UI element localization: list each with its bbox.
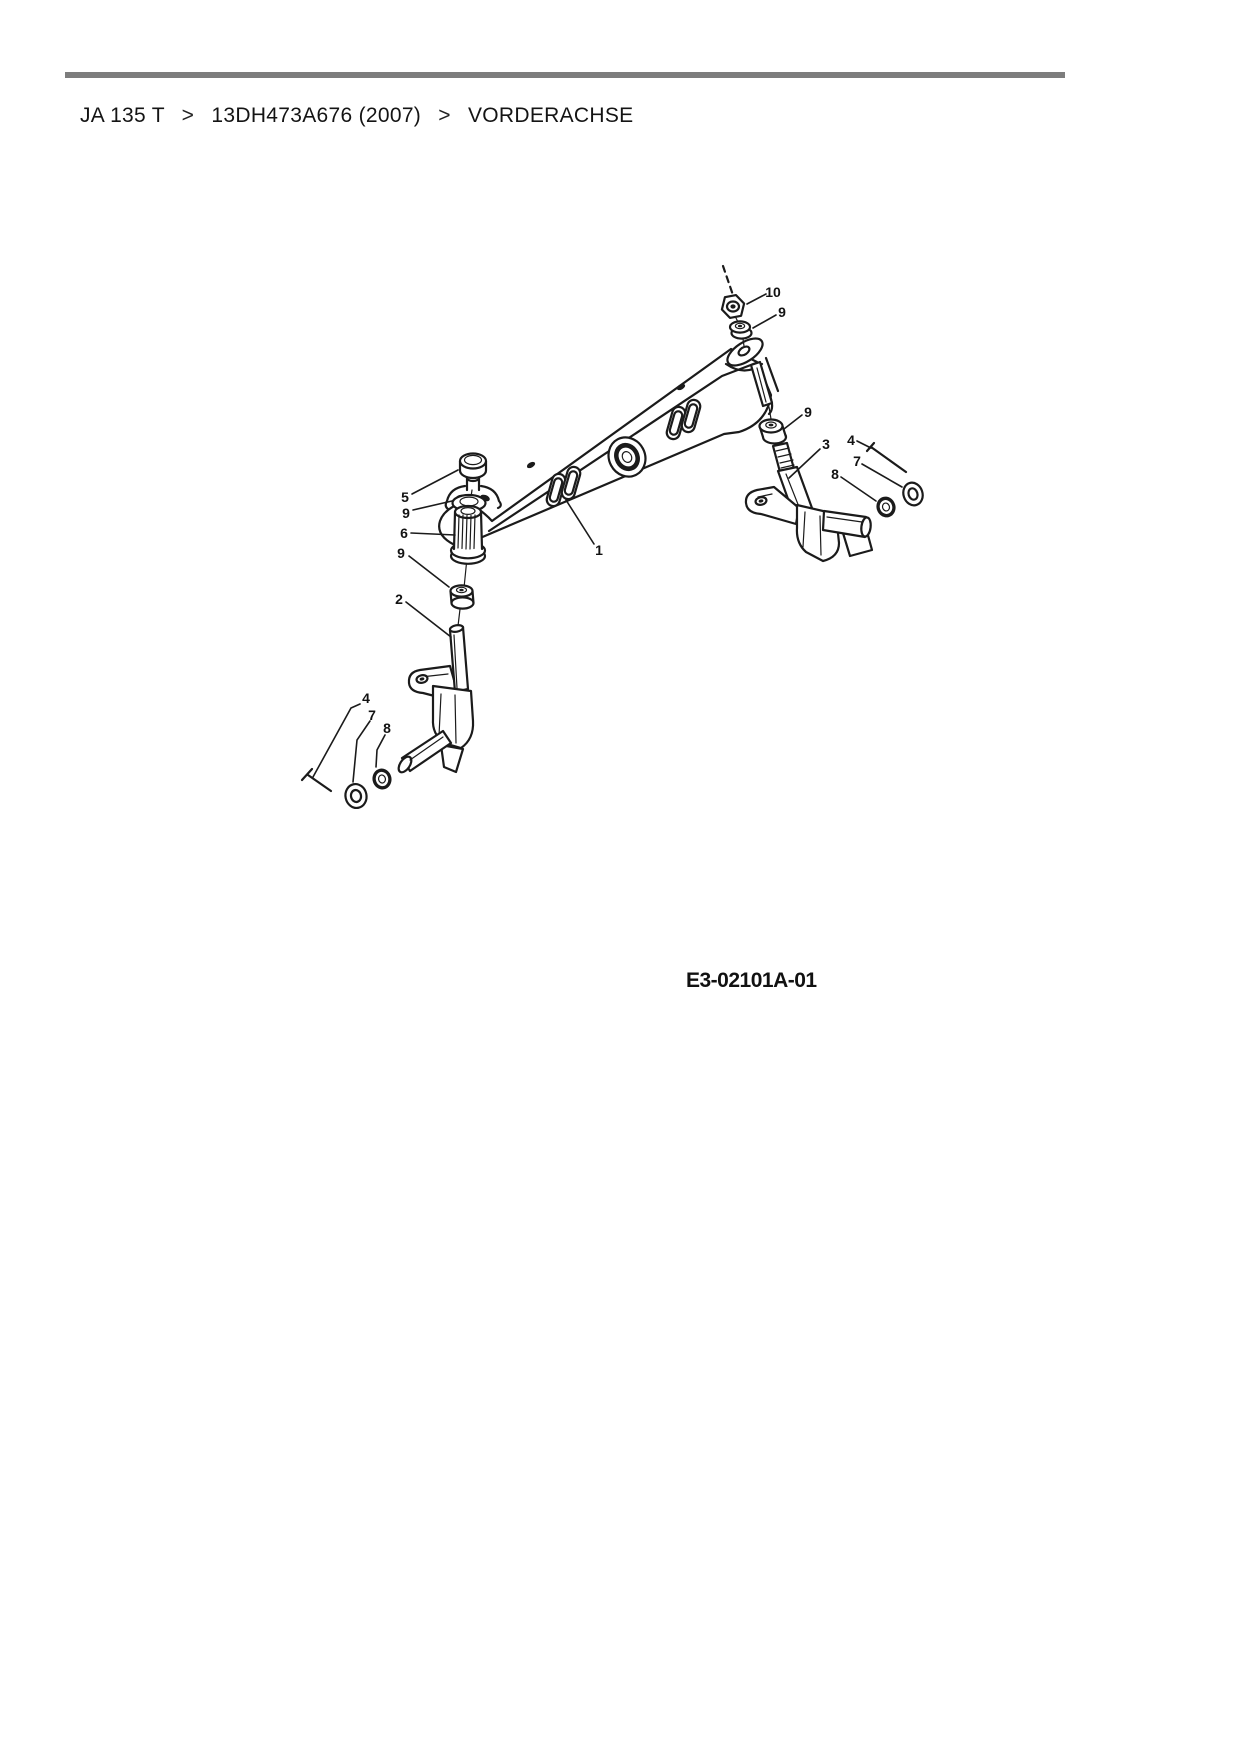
leader-2 (406, 602, 451, 637)
leader-9-left-mid (409, 556, 449, 587)
callout-4: 4 (847, 432, 855, 448)
dust-cap-part5 (460, 454, 486, 491)
hex-nut-part10 (722, 295, 744, 318)
cotter-pin-right-part4 (867, 443, 906, 472)
lock-washer-left-part8 (371, 767, 394, 791)
spacer-bottom (452, 597, 474, 608)
leader-4-right (857, 441, 871, 448)
callout-7: 7 (853, 453, 861, 469)
breadcrumb-separator: > (438, 104, 451, 127)
leader-7-left (353, 721, 370, 782)
spacer-washer-part9-left (451, 585, 474, 608)
axle-beam-part1 (439, 333, 778, 547)
leader-9-top (753, 315, 776, 328)
callout-4: 4 (362, 690, 370, 706)
pin-shaft (871, 447, 906, 472)
callout-9: 9 (397, 545, 405, 561)
leader-9-right (784, 415, 802, 429)
spacer-bore (459, 589, 463, 592)
leader-8-left (376, 735, 385, 767)
callout-9: 9 (402, 505, 410, 521)
callout-1: 1 (595, 542, 603, 558)
leader-5 (412, 470, 458, 494)
pin-shaft (308, 775, 331, 791)
washer-part9-top-right (730, 321, 752, 338)
leader-4-left (313, 704, 360, 777)
breadcrumb-separator: > (181, 104, 195, 127)
leader-10 (747, 294, 766, 304)
callout-9: 9 (778, 304, 786, 320)
washer-part9-mid-right (760, 420, 787, 444)
callout-6: 6 (400, 525, 408, 541)
leader-1 (566, 500, 594, 544)
kingpin-foot-left (441, 745, 463, 772)
nut-bore (730, 304, 735, 308)
callout-2: 2 (395, 591, 403, 607)
callout-10: 10 (765, 284, 781, 300)
callout-5: 5 (401, 489, 409, 505)
flat-washer-right-part7 (900, 480, 925, 508)
callout-9: 9 (804, 404, 812, 420)
axis-dashed-line (723, 266, 734, 298)
leader-7-right (862, 464, 902, 487)
breadcrumb-section[interactable]: VORDERACHSE (467, 104, 634, 127)
beam-rivet-hole (526, 460, 536, 469)
callout-7: 7 (368, 707, 376, 723)
leader-8-right (841, 477, 876, 501)
callout-8: 8 (383, 720, 391, 736)
callout-3: 3 (822, 436, 830, 452)
breadcrumb-model[interactable]: JA 135 T (80, 104, 165, 127)
washer-bore (738, 325, 742, 328)
lock-washer-right-part8 (874, 494, 899, 520)
callout-8: 8 (831, 466, 839, 482)
pin-head (302, 769, 312, 780)
beam-silhouette (439, 349, 771, 547)
washer-bore (769, 424, 774, 427)
breadcrumb-variant[interactable]: 13DH473A676 (2007) (211, 104, 422, 127)
flat-washer-left-part7 (343, 782, 369, 810)
spindle-left-part2 (396, 624, 473, 774)
diagram-code-label: E3-02101A-01 (686, 969, 817, 992)
bushing-part6 (451, 506, 485, 564)
